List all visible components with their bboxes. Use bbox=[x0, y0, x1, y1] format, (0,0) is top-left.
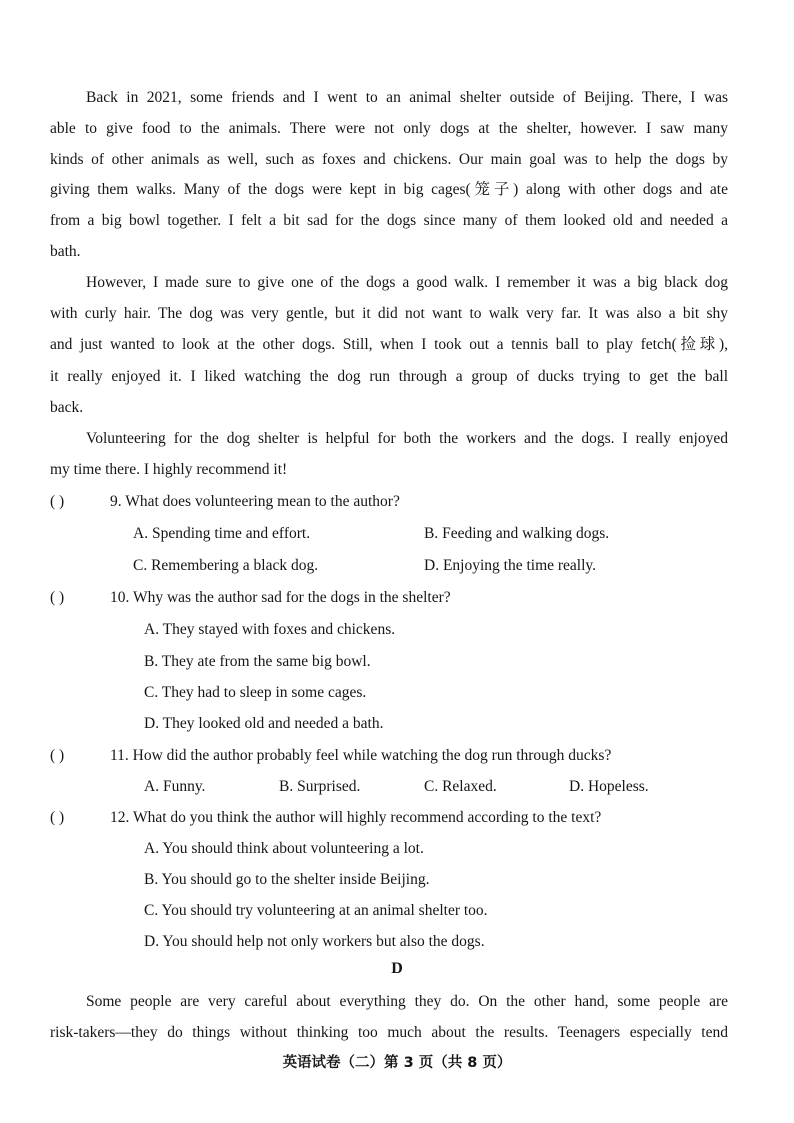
question-10: 10. Why was the author sad for the dogs in the shelter? bbox=[110, 589, 451, 606]
q11-option-b: B. Surprised. bbox=[279, 778, 361, 795]
q11-option-d: D. Hopeless. bbox=[569, 778, 649, 795]
p2-line-4: it really enjoyed it. I liked watching the dog run through a group of ducks trying to get the ball bbox=[50, 368, 728, 385]
p2-line-2: with curly hair. The dog was very gentle, but it did not want to walk very far. It was also a bit shy bbox=[50, 305, 728, 322]
q12-option-b: B. You should go to the shelter inside Beijing. bbox=[144, 871, 430, 888]
answer-blank-11: ( ) bbox=[50, 747, 65, 764]
question-12: 12. What do you think the author will highly recommend according to the text? bbox=[110, 809, 602, 826]
q10-option-c: C. They had to sleep in some cages. bbox=[144, 684, 367, 701]
p1-line-6: bath. bbox=[50, 243, 81, 260]
d-line-1: Some people are very careful about everything they do. On the other hand, some people are bbox=[86, 993, 728, 1010]
q10-option-d: D. They looked old and needed a bath. bbox=[144, 715, 384, 732]
answer-blank-9: ( ) bbox=[50, 493, 65, 510]
p1-line-5: from a big bowl together. I felt a bit sad for the dogs since many of them looked old and needed a bbox=[50, 212, 728, 229]
question-11: 11. How did the author probably feel while watching the dog run through ducks? bbox=[110, 747, 612, 764]
section-heading-d: D bbox=[391, 960, 403, 977]
q9-option-b: B. Feeding and walking dogs. bbox=[424, 525, 610, 542]
q9-option-a: A. Spending time and effort. bbox=[133, 525, 311, 542]
q9-option-c: C. Remembering a black dog. bbox=[133, 557, 319, 574]
p1-line-1: Back in 2021, some friends and I went to an animal shelter outside of Beijing. There, I was bbox=[86, 89, 728, 106]
p2-line-1: However, I made sure to give one of the dogs a good walk. I remember it was a big black dog bbox=[86, 274, 728, 291]
p1-line-2: able to give food to the animals. There were not only dogs at the shelter, however. I saw many bbox=[50, 120, 728, 137]
answer-blank-12: ( ) bbox=[50, 809, 65, 826]
q12-option-a: A. You should think about volunteering a lot. bbox=[144, 840, 424, 857]
answer-blank-10: ( ) bbox=[50, 589, 65, 606]
q9-option-d: D. Enjoying the time really. bbox=[424, 557, 597, 574]
p2-line-3: and just wanted to look at the other dogs. Still, when I took out a tennis ball to play fetch(捡球), bbox=[50, 336, 728, 353]
q11-option-c: C. Relaxed. bbox=[424, 778, 497, 795]
p1-line-4: giving them walks. Many of the dogs were kept in big cages(笼子) along with other dogs and ate bbox=[50, 181, 728, 198]
q11-option-a: A. Funny. bbox=[144, 778, 206, 795]
p1-line-3: kinds of other animals as well, such as foxes and chickens. Our main goal was to help the dogs by bbox=[50, 151, 728, 168]
q12-option-c: C. You should try volunteering at an animal shelter too. bbox=[144, 902, 488, 919]
q10-option-b: B. They ate from the same big bowl. bbox=[144, 653, 371, 670]
q12-option-d: D. You should help not only workers but also the dogs. bbox=[144, 933, 485, 950]
question-9: 9. What does volunteering mean to the author? bbox=[110, 493, 400, 510]
d-line-2: risk-takers—they do things without thinking too much about the results. Teenagers especially tend bbox=[50, 1024, 728, 1041]
q10-option-a: A. They stayed with foxes and chickens. bbox=[144, 621, 396, 638]
p3-line-1: Volunteering for the dog shelter is helpful for both the workers and the dogs. I really enjoyed bbox=[86, 430, 728, 447]
p2-line-5: back. bbox=[50, 399, 84, 416]
page-footer: 英语试卷（二）第 3 页（共 8 页） bbox=[282, 1055, 512, 1071]
p3-line-2: my time there. I highly recommend it! bbox=[50, 461, 288, 478]
